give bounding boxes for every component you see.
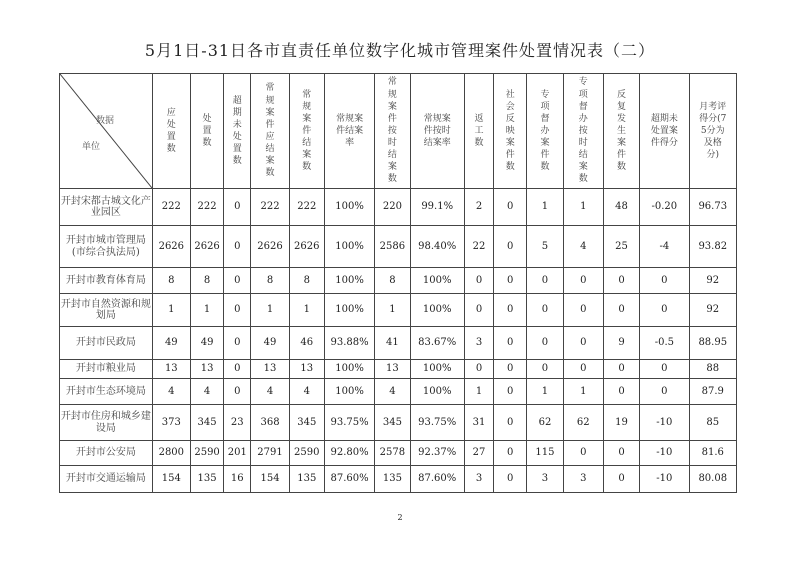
table-cell: 80.08 <box>689 466 736 493</box>
table-row <box>60 405 737 441</box>
table-cell: 48 <box>603 189 639 226</box>
table-cell: 0 <box>603 360 639 379</box>
table-cell: 0 <box>603 466 639 493</box>
table-cell: 25 <box>603 226 639 268</box>
table-cell: 3 <box>464 466 493 493</box>
table-cell: 8 <box>152 268 190 294</box>
table-row <box>60 268 737 294</box>
table-cell: 0 <box>464 360 493 379</box>
column-header: 专项督办案件数 <box>527 74 563 189</box>
unit-name-cell: 开封市住房和城乡建设局 <box>60 405 153 441</box>
table-cell: 0 <box>494 466 527 493</box>
table-cell: 0 <box>527 360 563 379</box>
table-cell: 2800 <box>152 441 190 466</box>
table-cell: 100% <box>410 360 464 379</box>
table-row <box>60 189 737 226</box>
table-cell: 23 <box>224 405 251 441</box>
table-cell: 0 <box>563 327 603 360</box>
table-cell: 345 <box>375 405 410 441</box>
table-cell: 8 <box>289 268 324 294</box>
table-row <box>60 379 737 405</box>
unit-name-cell: 开封市公安局 <box>60 441 153 466</box>
corner-label-data: 数据 <box>96 116 115 126</box>
table-cell: 0 <box>563 441 603 466</box>
table-cell: 2626 <box>152 226 190 268</box>
table-row <box>60 466 737 493</box>
table-cell: 1 <box>464 379 493 405</box>
table-cell: 1 <box>375 294 410 327</box>
table-cell: 0 <box>527 294 563 327</box>
table-cell: 1 <box>527 189 563 226</box>
table-cell: 8 <box>190 268 223 294</box>
unit-name-cell: 开封市粮业局 <box>60 360 153 379</box>
table-cell: 154 <box>251 466 289 493</box>
table-cell: 0 <box>494 405 527 441</box>
table-cell: 0 <box>527 268 563 294</box>
table-cell: 5 <box>527 226 563 268</box>
table-cell: 100% <box>324 379 374 405</box>
table-cell: 1 <box>563 379 603 405</box>
column-header: 返工数 <box>464 74 493 189</box>
table-cell: 115 <box>527 441 563 466</box>
table-cell: 0 <box>640 268 689 294</box>
table-cell: 4 <box>190 379 223 405</box>
table-cell: 0 <box>494 441 527 466</box>
unit-name-cell: 开封市教育体育局 <box>60 268 153 294</box>
table-cell: 83.67% <box>410 327 464 360</box>
table-cell: 345 <box>289 405 324 441</box>
table-cell: 4 <box>563 226 603 268</box>
column-header: 常规案件按时结案数 <box>375 74 410 189</box>
table-cell: 222 <box>190 189 223 226</box>
table-cell: 2791 <box>251 441 289 466</box>
table-cell: 1 <box>563 189 603 226</box>
table-cell: 100% <box>410 294 464 327</box>
column-header: 反复发生案件数 <box>603 74 639 189</box>
table-cell: 2626 <box>251 226 289 268</box>
table-cell: 2626 <box>289 226 324 268</box>
table-cell: 2578 <box>375 441 410 466</box>
table-cell: 0 <box>224 294 251 327</box>
table-cell: -10 <box>640 466 689 493</box>
table-cell: 1 <box>251 294 289 327</box>
column-header: 常规案件结案数 <box>289 74 324 189</box>
table-cell: 3 <box>464 327 493 360</box>
table-cell: 0 <box>494 327 527 360</box>
table-cell: 368 <box>251 405 289 441</box>
table-cell: 0 <box>563 360 603 379</box>
table-cell: 0 <box>224 226 251 268</box>
table-cell: 49 <box>152 327 190 360</box>
table-cell: 0 <box>603 441 639 466</box>
table-cell: 9 <box>603 327 639 360</box>
header-row <box>60 74 737 189</box>
column-header: 专项督办按时结案数 <box>563 74 603 189</box>
table-cell: 2626 <box>190 226 223 268</box>
table-cell: 100% <box>410 379 464 405</box>
column-header: 常规案件结案率 <box>324 74 374 189</box>
table-row <box>60 327 737 360</box>
corner-label-unit: 单位 <box>82 142 101 152</box>
table-cell: 2586 <box>375 226 410 268</box>
table-cell: 93.88% <box>324 327 374 360</box>
column-header: 常规案件按时结案率 <box>410 74 464 189</box>
table-cell: 88.95 <box>689 327 736 360</box>
table-cell: 135 <box>289 466 324 493</box>
table-cell: 222 <box>251 189 289 226</box>
table-cell: 93.82 <box>689 226 736 268</box>
table-cell: 92.80% <box>324 441 374 466</box>
table-cell: 87.60% <box>324 466 374 493</box>
table-cell: 0 <box>494 360 527 379</box>
table-cell: -0.5 <box>640 327 689 360</box>
table-cell: 100% <box>324 294 374 327</box>
table-cell: 22 <box>464 226 493 268</box>
table-cell: 81.6 <box>689 441 736 466</box>
table-row <box>60 294 737 327</box>
unit-name-cell: 开封市生态环境局 <box>60 379 153 405</box>
table-cell: 62 <box>563 405 603 441</box>
table-cell: 49 <box>190 327 223 360</box>
table-cell: 31 <box>464 405 493 441</box>
table-cell: 13 <box>190 360 223 379</box>
table-cell: 1 <box>190 294 223 327</box>
table-cell: 2590 <box>289 441 324 466</box>
table-cell: -10 <box>640 441 689 466</box>
table-cell: 2590 <box>190 441 223 466</box>
table-cell: 1 <box>289 294 324 327</box>
table-cell: 0 <box>603 379 639 405</box>
table-cell: 0 <box>640 294 689 327</box>
table-cell: 201 <box>224 441 251 466</box>
table-cell: 4 <box>375 379 410 405</box>
table-cell: 19 <box>603 405 639 441</box>
table-cell: 13 <box>152 360 190 379</box>
table-cell: 3 <box>527 466 563 493</box>
table-cell: 4 <box>289 379 324 405</box>
table-cell: 88 <box>689 360 736 379</box>
unit-name-cell: 开封市城市管理局(市综合执法局) <box>60 226 153 268</box>
table-cell: 16 <box>224 466 251 493</box>
table-cell: 0 <box>640 379 689 405</box>
table-cell: 135 <box>190 466 223 493</box>
table-cell: 4 <box>152 379 190 405</box>
table-cell: 87.9 <box>689 379 736 405</box>
table-cell: 1 <box>527 379 563 405</box>
column-header: 应处置数 <box>152 74 190 189</box>
table-cell: 92 <box>689 268 736 294</box>
table-body <box>60 189 737 493</box>
table-cell: 62 <box>527 405 563 441</box>
table-cell: 3 <box>563 466 603 493</box>
table-cell: 93.75% <box>410 405 464 441</box>
table-cell: 0 <box>563 268 603 294</box>
diagonal-line <box>60 74 152 188</box>
table-cell: 154 <box>152 466 190 493</box>
table-title: 5月1日-31日各市直责任单位数字化城市管理案件处置情况表（二） <box>144 41 656 60</box>
table-cell: 0 <box>494 379 527 405</box>
table-cell: 0 <box>224 327 251 360</box>
table-row <box>60 441 737 466</box>
table-cell: 0 <box>224 189 251 226</box>
unit-name-cell: 开封市自然资源和规划局 <box>60 294 153 327</box>
table-cell: 92 <box>689 294 736 327</box>
corner-cell <box>60 74 153 189</box>
table-cell: 0 <box>563 294 603 327</box>
table-cell: 99.1% <box>410 189 464 226</box>
table-cell: 13 <box>251 360 289 379</box>
column-header: 超期未处置数 <box>224 74 251 189</box>
table-cell: 92.37% <box>410 441 464 466</box>
table-cell: 0 <box>464 294 493 327</box>
table-cell: 27 <box>464 441 493 466</box>
table-cell: 49 <box>251 327 289 360</box>
table-cell: -0.20 <box>640 189 689 226</box>
case-handling-table <box>59 73 737 493</box>
column-header: 社会反映案件数 <box>494 74 527 189</box>
table-cell: 0 <box>603 268 639 294</box>
table-cell: 100% <box>324 189 374 226</box>
table-cell: 13 <box>289 360 324 379</box>
table-row <box>60 360 737 379</box>
table-cell: 0 <box>494 226 527 268</box>
table-cell: 93.75% <box>324 405 374 441</box>
table-cell: 100% <box>324 268 374 294</box>
table-cell: 0 <box>224 379 251 405</box>
table-row <box>60 226 737 268</box>
table-cell: 8 <box>251 268 289 294</box>
table-cell: 222 <box>152 189 190 226</box>
table-cell: 0 <box>224 268 251 294</box>
table-cell: 8 <box>375 268 410 294</box>
table-cell: 0 <box>494 294 527 327</box>
table-cell: 100% <box>324 226 374 268</box>
table-cell: 135 <box>375 466 410 493</box>
table-cell: 41 <box>375 327 410 360</box>
page-number: 2 <box>397 513 403 522</box>
table-cell: 1 <box>152 294 190 327</box>
table-cell: 96.73 <box>689 189 736 226</box>
table-cell: 46 <box>289 327 324 360</box>
column-header: 超期未处置案件得分 <box>640 74 689 189</box>
table-cell: 222 <box>289 189 324 226</box>
table-cell: 373 <box>152 405 190 441</box>
unit-name-cell: 开封市民政局 <box>60 327 153 360</box>
table-cell: 100% <box>410 268 464 294</box>
table-cell: 2 <box>464 189 493 226</box>
table-cell: 0 <box>527 327 563 360</box>
table-cell: 0 <box>494 189 527 226</box>
table-cell: -4 <box>640 226 689 268</box>
table-cell: 85 <box>689 405 736 441</box>
table-cell: 220 <box>375 189 410 226</box>
table-cell: 0 <box>494 268 527 294</box>
table-cell: 98.40% <box>410 226 464 268</box>
table-cell: 13 <box>375 360 410 379</box>
table-cell: 0 <box>640 360 689 379</box>
column-header: 月考评得分(75分为及格分) <box>689 74 736 189</box>
table-cell: 87.60% <box>410 466 464 493</box>
table-cell: 4 <box>251 379 289 405</box>
unit-name-cell: 开封市交通运输局 <box>60 466 153 493</box>
table-cell: 0 <box>464 268 493 294</box>
column-header: 处置数 <box>190 74 223 189</box>
table-cell: 0 <box>603 294 639 327</box>
table-cell: -10 <box>640 405 689 441</box>
table-cell: 345 <box>190 405 223 441</box>
column-header: 常规案件应结案数 <box>251 74 289 189</box>
table-cell: 0 <box>224 360 251 379</box>
table-cell: 100% <box>324 360 374 379</box>
unit-name-cell: 开封宋都古城文化产业园区 <box>60 189 153 226</box>
